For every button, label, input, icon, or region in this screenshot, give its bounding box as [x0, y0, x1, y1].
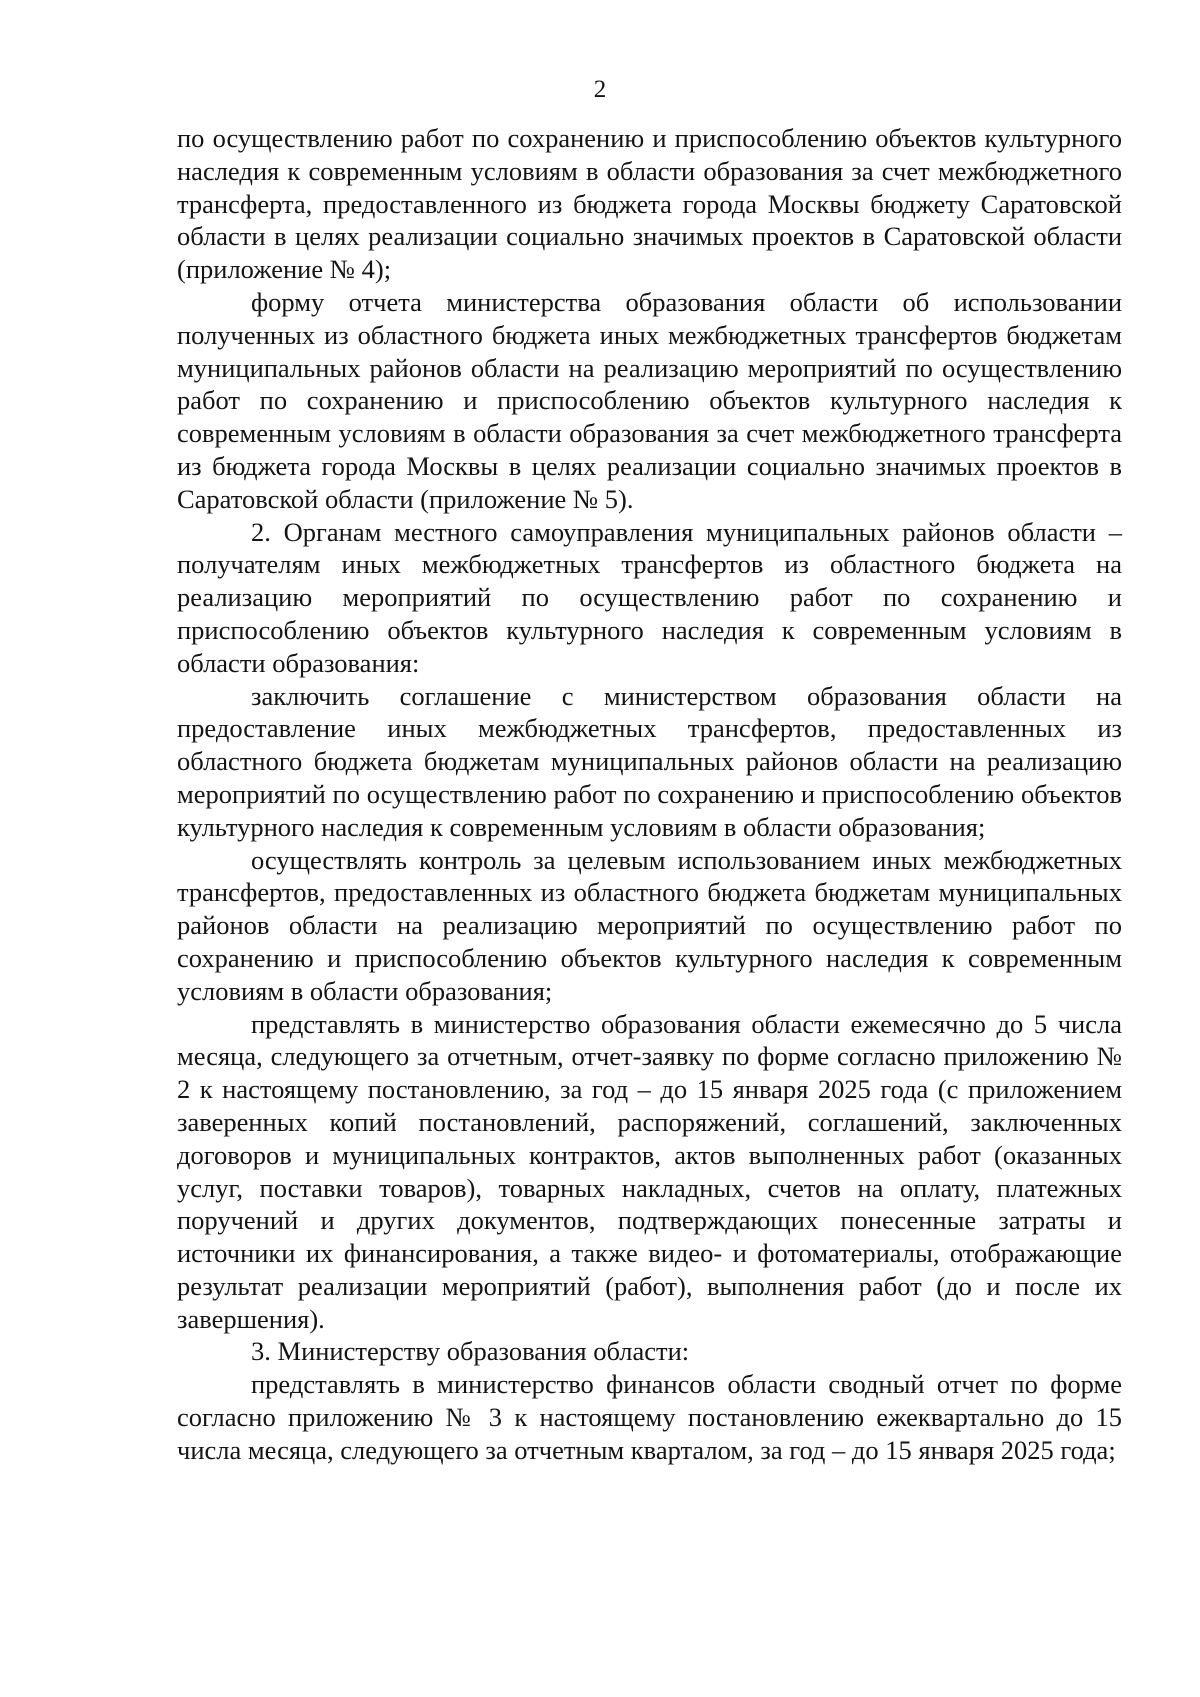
paragraph-section-2-local-authorities: 2. Органам местного самоуправления муниципальных районов области – получателям иных межбюджетных трансфертов из областного бюджета на реализацию мероприятий по осуществлению работ по сохранению и приспособлению объектов культурного наследия к современным условиям в области образования: [177, 516, 1122, 678]
paragraph-exercise-control: осуществлять контроль за целевым использованием иных межбюджетных трансфертов, предоставленных из областного бюджета бюджетам муниципальных районов области на реализацию мероприятий по осуществлению работ по сохранению и приспособлению объектов культурного наследия к современным условиям в области образования; [177, 844, 1122, 1006]
paragraph-continuation-appendix-4: по осуществлению работ по сохранению и приспособлению объектов культурного наследия к современным условиям в области образования за счет межбюджетного трансферта, предоставленного из бюджета города Москвы бюджету Саратовской области в целях реализации социально значимых проектов в Саратовской области (приложение № 4); [177, 123, 1122, 285]
paragraph-submit-monthly-report: представлять в министерство образования области ежемесячно до 5 числа месяца, следующего за отчетным, отчет-заявку по форме согласно приложению № 2 к настоящему постановлению, за год – до 15 января 2025 года (с приложением заверенных копий постановлений, распоряжений, соглашений, заключенных договоров и муниципальных контрактов, актов выполненных работ (оказанных услуг, поставки товаров), товарных накладных, счетов на оплату, платежных поручений и других документов, подтверждающих понесенные затраты и источники их финансирования, а также видео- и фотоматериалы, отображающие результат реализации мероприятий (работ), выполнения работ (до и после их завершения). [177, 1008, 1122, 1334]
paragraph-conclude-agreement: заключить соглашение с министерством образования области на предоставление иных межбюджетных трансфертов, предоставленных из областного бюджета бюджетам муниципальных районов области на реализацию мероприятий по осуществлению работ по сохранению и приспособлению объектов культурного наследия к современным условиям в области образования; [177, 680, 1122, 842]
paragraph-submit-quarterly-report: представлять в министерство финансов области сводный отчет по форме согласно приложению № 3 к настоящему постановлению ежеквартально до 15 числа месяца, следующего за отчетным кварталом, за год – до 15 января 2025 года; [177, 1369, 1122, 1465]
page-number: 2 [593, 76, 607, 103]
paragraph-section-3-ministry: 3. Министерству образования области: [251, 1336, 690, 1367]
paragraph-report-form-appendix-5: форму отчета министерства образования области об использовании полученных из областного бюджета иных межбюджетных трансфертов бюджетам муниципальных районов области на реализацию мероприятий по осуществлению работ по сохранению и приспособлению объектов культурного наследия к современным условиям в области образования за счет межбюджетного трансферта из бюджета города Москвы в целях реализации социально значимых проектов в Саратовской области (приложение № 5). [177, 286, 1122, 514]
document-body [177, 122, 1122, 1467]
